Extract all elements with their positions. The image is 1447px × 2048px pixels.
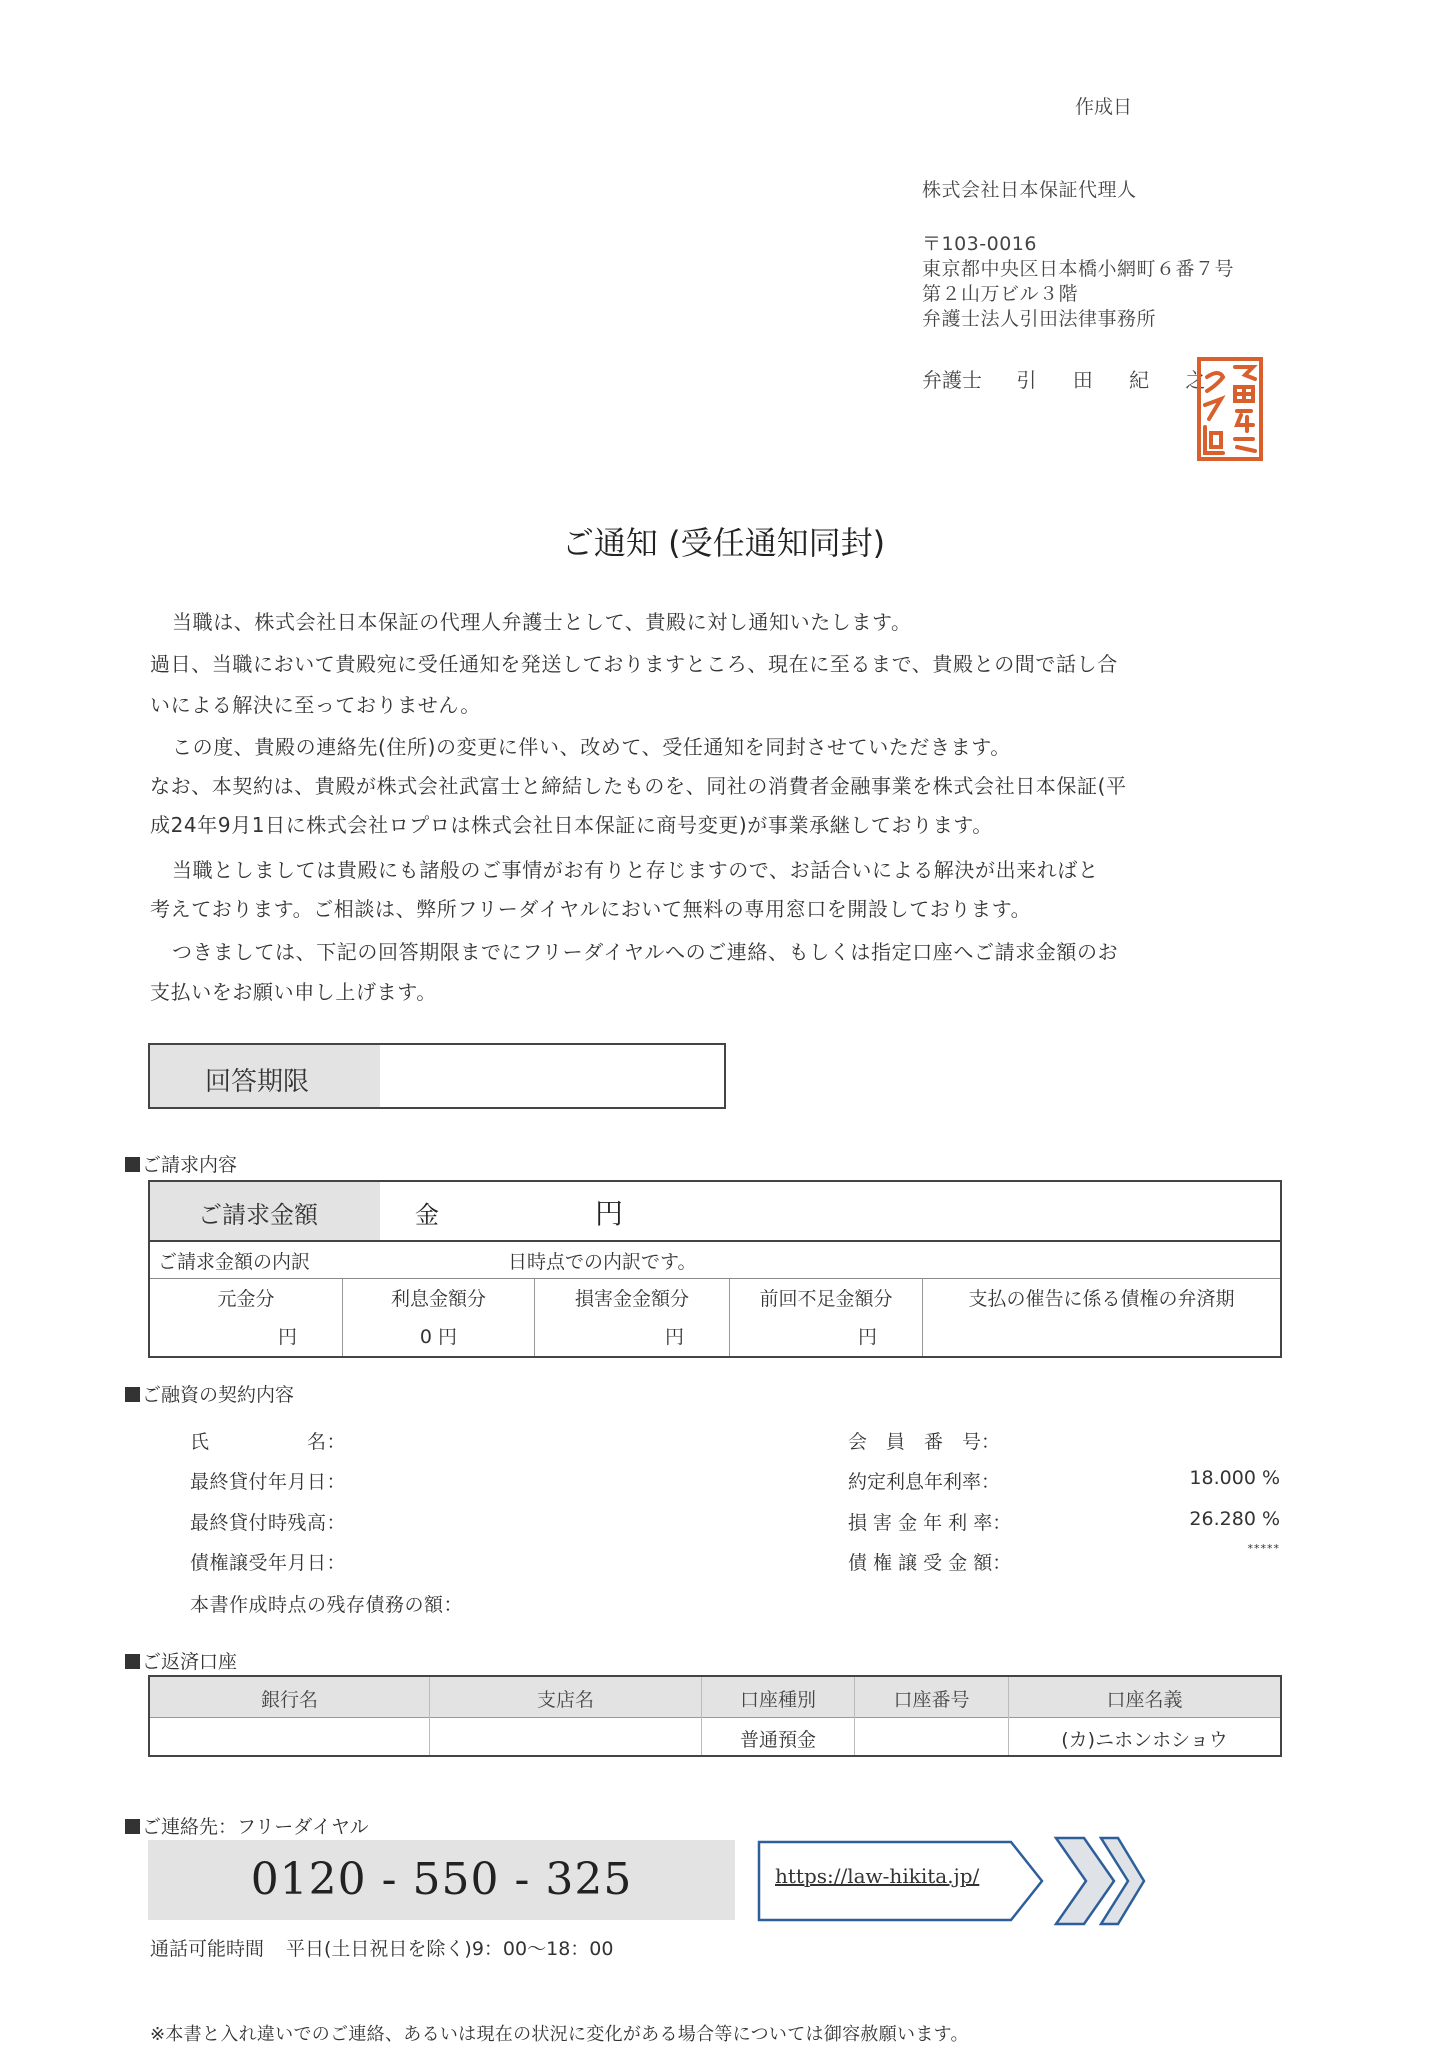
billing-column-value: 円 [277,1326,297,1348]
billing-column-header: 損害金金額分 [574,1288,689,1310]
billing-column-value: 円 [664,1326,684,1348]
call-hours-label: 通話可能時間 [150,1938,265,1960]
free-dial-number[interactable]: 0120 - 550 - 325 [250,1854,633,1905]
square-bullet-icon [125,1819,140,1834]
contract-field-label: 氏 名： [190,1431,347,1453]
firm-website-link[interactable]: https://law-hikita.jp/ [775,1864,980,1888]
postal-code: 〒103-0016 [922,233,1037,255]
contract-field-label: 債 権 譲 受 金 額： [848,1552,1012,1574]
repayment-column-header: 口座種別 [739,1689,816,1711]
contract-field-label: 最終貸付時残高： [190,1512,347,1534]
deadline-label-cell [150,1045,380,1107]
law-firm-name: 弁護士法人引田法律事務所 [922,308,1157,330]
billing-breakdown-columns [150,1278,1280,1356]
billing-amount-suffix: 円 [595,1197,624,1230]
billing-breakdown-row [150,1240,1280,1279]
free-dial-box [148,1840,735,1920]
body-line: 成24年9月1日に株式会社ロプロは株式会社日本保証に商号変更)が事業承継しております。 [150,813,993,837]
signer-name-char: 田 [1072,368,1093,392]
billing-column [150,1278,343,1356]
section-contact-heading [125,1812,369,1839]
repayment-column-header: 支店名 [536,1689,594,1711]
billing-column-header: 前回不足金額分 [759,1288,893,1310]
repayment-column-header: 口座番号 [893,1689,970,1711]
call-hours [150,1934,613,1961]
billing-column [730,1278,923,1356]
repayment-column [430,1677,702,1755]
body-line: 当職は、株式会社日本保証の代理人弁護士として、貴殿に対し通知いたします。 [172,610,912,634]
chevron-right-icon [1056,1838,1114,1924]
billing-breakdown-note: 日時点での内訳です。 [508,1251,697,1273]
body-line: 支払いをお願い申し上げます。 [150,980,437,1004]
signer-name-char: 引 [1016,368,1037,392]
repayment-column [150,1677,430,1755]
section-repayment-title: ご返済口座 [142,1651,238,1673]
address-line-1: 東京都中央区日本橋小網町６番７号 [922,258,1235,280]
billing-amount-row [150,1182,1280,1242]
billing-amount-label-cell [150,1182,380,1240]
contract-interest-rate: 18.000 % [1189,1467,1280,1489]
square-bullet-icon [125,1387,140,1402]
billing-column [923,1278,1280,1356]
body-line: つきましては、下記の回答期限までにフリーダイヤルへのご連絡、もしくは指定口座へご請求金額のお [172,940,1119,964]
square-bullet-icon [125,1654,140,1669]
contract-field-label: 本書作成時点の残存債務の額： [190,1594,464,1616]
section-repayment-heading [125,1647,237,1674]
section-contract-heading [125,1380,294,1407]
section-contact-title: ご連絡先：フリーダイヤル [142,1816,369,1838]
deadline-label: 回答期限 [205,1067,310,1097]
body-line: 過日、当職において貴殿宛に受任通知を発送しておりますところ、現在に至るまで、貴殿との間で話し合 [150,652,1118,676]
billing-table [148,1180,1282,1358]
signer-name-char: 紀 [1129,368,1150,392]
address-line-2: 第２山万ビル３階 [922,283,1079,305]
contract-field-label: 約定利息年利率： [848,1471,1001,1493]
signature-line [922,364,1205,393]
document-title: ご通知 (受任通知同封) [561,524,886,562]
body-line: なお、本契約は、貴殿が株式会社武富士と締結したものを、同社の消費者金融事業を株式会社日本保証(平 [150,774,1127,798]
repayment-column-header: 口座名義 [1106,1689,1183,1711]
signer-name-char: 之 [1185,368,1206,392]
contract-field-label: 最終貸付年月日： [190,1471,347,1493]
created-date-label: 作成日 [1075,96,1133,118]
section-billing-heading [125,1150,237,1177]
contract-field-label: 債権譲受年月日： [190,1552,347,1574]
repayment-table [148,1675,1282,1757]
body-line: 考えております。ご相談は、弊所フリーダイヤルにおいて無料の専用窓口を開設しております。 [150,897,1032,921]
repayment-column [702,1677,855,1755]
repayment-column [1009,1677,1280,1755]
billing-column-header: 利息金額分 [390,1288,486,1310]
body-line: いによる解決に至っておりません。 [150,693,481,717]
billing-column-value: 0 円 [419,1326,458,1348]
repayment-column-header: 銀行名 [260,1689,318,1711]
signer-title: 弁護士 [922,368,982,392]
contract-assigned-amount: ***** [1247,1542,1280,1555]
agent-name: 株式会社日本保証代理人 [922,179,1137,201]
body-line: この度、貴殿の連絡先(住所)の変更に伴い、改めて、受任通知を同封させていただきます。 [172,735,1011,759]
repayment-column [855,1677,1009,1755]
billing-amount-label: ご請求金額 [198,1201,318,1229]
square-bullet-icon [125,1157,140,1172]
contract-penalty-rate: 26.280 % [1189,1508,1280,1530]
billing-column [535,1278,730,1356]
billing-amount-prefix: 金 [415,1201,439,1229]
call-hours-value: 平日(土日祝日を除く)9：00～18：00 [286,1938,614,1960]
repayment-column-value: 普通預金 [739,1729,816,1751]
footer-note: ※本書と入れ違いでのご連絡、あるいは現在の状況に変化がある場合等については御容赦願います。 [150,2024,969,2045]
billing-column-value: 円 [857,1326,877,1348]
billing-column [343,1278,535,1356]
repayment-column-value: (カ)ニホンホショウ [1061,1729,1228,1751]
section-contract-title: ご融資の契約内容 [142,1384,295,1406]
body-line: 当職としましては貴殿にも諸般のご事情がお有りと存じますので、お話合いによる解決が出来ればと [172,858,1099,882]
billing-column-header: 支払の催告に係る債権の弁済期 [968,1288,1235,1310]
section-billing-title: ご請求内容 [142,1154,238,1176]
billing-breakdown-label: ご請求金額の内訳 [158,1251,311,1273]
contract-field-label: 会 員 番 号： [848,1431,1001,1453]
contract-field-label: 損 害 金 年 利 率： [848,1512,1012,1534]
billing-column-header: 元金分 [217,1288,275,1310]
deadline-box [148,1043,726,1109]
seal-stamp-icon [1197,355,1263,463]
